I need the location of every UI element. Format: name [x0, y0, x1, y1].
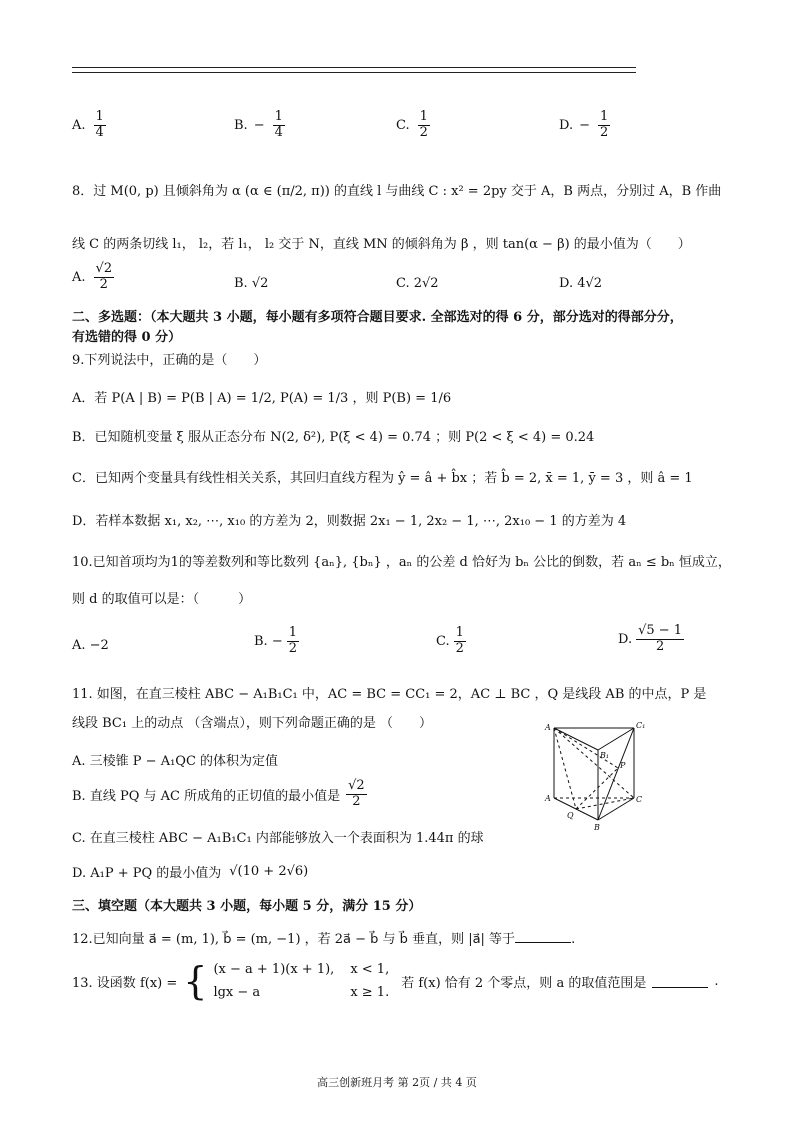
q9-option-b: B．已知随机变量 ξ 服从正态分布 N(2, δ²), P(ξ < 4) = 0.74 ；则 P(2 < ξ < 4) = 0.24 [72, 430, 595, 445]
q10-line1: 10.已知首项均为1的等差数列和等比数列 {aₙ}, {bₙ} ，aₙ 的公差 d 恰好为 bₙ 公比的倒数，若 aₙ ≤ bₙ 恒成立， [72, 555, 731, 570]
segment-a1-q [554, 728, 576, 809]
q12-end: . [571, 932, 576, 947]
segment-a1-p [554, 728, 618, 768]
numerator: 1 [419, 109, 428, 124]
label-c: C [636, 795, 643, 804]
q13 [72, 959, 719, 1003]
q13-case1: (x − a + 1)(x + 1), [213, 962, 335, 977]
option-letter: A. [72, 269, 86, 285]
q7-option-a [72, 110, 108, 141]
prism-figure [544, 720, 654, 832]
segment-q-p [576, 768, 618, 809]
fraction [273, 110, 285, 141]
q9-option-c: C．已知两个变量具有线性相关关系，其回归直线方程为 ŷ = â + b̂x ；若 b̂ = 2, x̄ = 1, ȳ = 3 ，则 â = 1 [72, 471, 693, 486]
label-b1: B₁ [600, 751, 610, 760]
brace-icon: { [183, 959, 208, 1003]
edge-b1-c1 [598, 728, 634, 750]
option-letter: B. − [254, 633, 283, 649]
q9-option-a: A．若 P(A | B) = P(B | A) = 1/2, P(A) = 1/3 ，则 P(B) = 1/6 [72, 391, 452, 406]
q13-answer-blank[interactable] [652, 975, 708, 988]
sign: − [253, 117, 265, 133]
fraction [454, 626, 466, 657]
q10-option-c [436, 626, 468, 657]
label-c1: C₁ [636, 721, 646, 730]
numerator: 1 [455, 625, 464, 640]
section3-heading: 三、填空题（本大题共 3 小题，每小题 5 分，满分 15 分） [72, 899, 422, 914]
q9-stem: 9.下列说法中，正确的是（ ） [72, 353, 267, 368]
q10-option-a: A. −2 [72, 638, 109, 653]
q12-text: 12.已知向量 a⃗ = (m, 1), b⃗ = (m, −1) ，若 2a⃗ − b⃗ 与 b⃗ 垂直，则 |a⃗| 等于 [72, 932, 516, 947]
q10-line2: 则 d 的取值可以是：（ ） [72, 592, 252, 607]
q11-option-b [72, 779, 369, 810]
q13-cond2: x ≥ 1. [350, 985, 390, 1000]
q8-line1: 8．过 M(0, p) 且倾斜角为 α (α ∈ (π/2, π)) 的直线 l 与曲线 C : x² = 2py 交于 A，B 两点，分别过 A，B 作曲 [72, 184, 722, 199]
q13-pre: 13. 设函数 f(x) = [72, 975, 178, 991]
option-letter: A. [72, 117, 86, 133]
option-text: D. A₁P + PQ 的最小值为 [72, 866, 222, 881]
fraction [346, 779, 367, 810]
numerator: 1 [288, 625, 297, 640]
segment-b-c1 [598, 728, 634, 820]
q7-option-c [396, 110, 432, 141]
q13-case2: lgx − a [213, 985, 261, 1000]
option-letter: B. [234, 117, 248, 133]
fraction [287, 626, 299, 657]
q11-option-c: C. 在直三棱柱 ABC − A₁B₁C₁ 内部能够放入一个表面积为 1.44π 的球 [72, 831, 484, 846]
fraction [94, 262, 115, 293]
numerator: √5 − 1 [638, 623, 683, 638]
label-q: Q [567, 811, 574, 820]
option-letter: D. [618, 631, 633, 647]
q13-end: . [714, 973, 719, 989]
denominator: 2 [419, 124, 428, 140]
denominator: 2 [288, 640, 297, 656]
label-a: A [545, 794, 551, 803]
page-footer: 高三创新班月考 第 2页 / 共 4 页 [317, 1076, 477, 1089]
numerator: √2 [95, 261, 113, 276]
header-rule-bottom [72, 72, 636, 73]
option-text: B. 直线 PQ 与 AC 所成角的正切值的最小值是 [72, 788, 341, 804]
denominator: 2 [655, 638, 665, 654]
q13-cond1: x < 1, [350, 962, 390, 977]
q13-post: 若 f(x) 恰有 2 个零点，则 a 的取值范围是 [401, 975, 647, 991]
fraction [598, 110, 610, 141]
denominator: 4 [95, 124, 104, 140]
denominator: 2 [600, 124, 609, 140]
q8-line2: 线 C 的两条切线 l₁， l₂，若 l₁， l₂ 交于 N，直线 MN 的倾斜角为 β ，则 tan(α − β) 的最小值为（ ） [72, 237, 691, 252]
q13-cases [213, 962, 389, 1000]
q7-option-b [234, 110, 287, 141]
label-p: P [620, 761, 626, 770]
option-letter: D. [559, 117, 574, 133]
q8-option-a [72, 262, 116, 293]
q7-option-d [559, 110, 612, 141]
fraction [636, 624, 684, 655]
q11-option-a: A. 三棱锥 P − A₁QC 的体积为定值 [72, 754, 279, 769]
q10-option-d [618, 624, 686, 655]
q9-option-d: D．若样本数据 x₁, x₂, ⋯, x₁₀ 的方差为 2，则数据 2x₁ − 1, 2x₂ − 1, ⋯, 2x₁₀ − 1 的方差为 4 [72, 514, 627, 529]
numerator: 1 [274, 109, 283, 124]
option-letter: C. [396, 117, 410, 133]
q12-answer-blank[interactable] [515, 930, 571, 943]
edge-a1-b1 [554, 728, 598, 750]
edge-b-c [598, 798, 634, 820]
q8-option-c: C. 2√2 [396, 276, 439, 291]
q11-line2: 线段 BC₁ 上的动点 （含端点），则下列命题正确的是 （ ） [72, 716, 432, 731]
label-b: B [594, 823, 600, 832]
q11-line1: 11. 如图，在直三棱柱 ABC − A₁B₁C₁ 中，AC = BC = CC₁ = 2，AC ⊥ BC ，Q 是线段 AB 的中点，P 是 [72, 687, 707, 702]
label-a1: A [545, 723, 551, 732]
fraction [418, 110, 430, 141]
header-rule-top [72, 67, 636, 68]
q12 [72, 928, 575, 947]
numerator: 1 [600, 109, 609, 124]
section2-heading-line1: 二、多选题：（本大题共 3 小题，每小题有多项符合题目要求. 全部选对的得 6 分，部分选对的得部分分， [72, 310, 683, 325]
denominator: 2 [352, 793, 361, 809]
q8-option-d: D. 4√2 [559, 276, 603, 291]
numerator: √2 [348, 778, 365, 793]
denominator: 2 [99, 276, 108, 292]
q10-option-b [254, 626, 301, 657]
option-value: √(10 + 2√6) [229, 864, 309, 879]
sign: − [579, 117, 590, 133]
q11-option-d [72, 862, 308, 881]
denominator: 4 [274, 124, 283, 140]
q8-option-b: B. √2 [234, 276, 269, 291]
fraction [94, 110, 106, 141]
denominator: 2 [455, 640, 464, 656]
option-letter: C. [436, 633, 450, 649]
numerator: 1 [95, 109, 104, 124]
section2-heading-line2: 有选错的得 0 分） [72, 330, 182, 345]
